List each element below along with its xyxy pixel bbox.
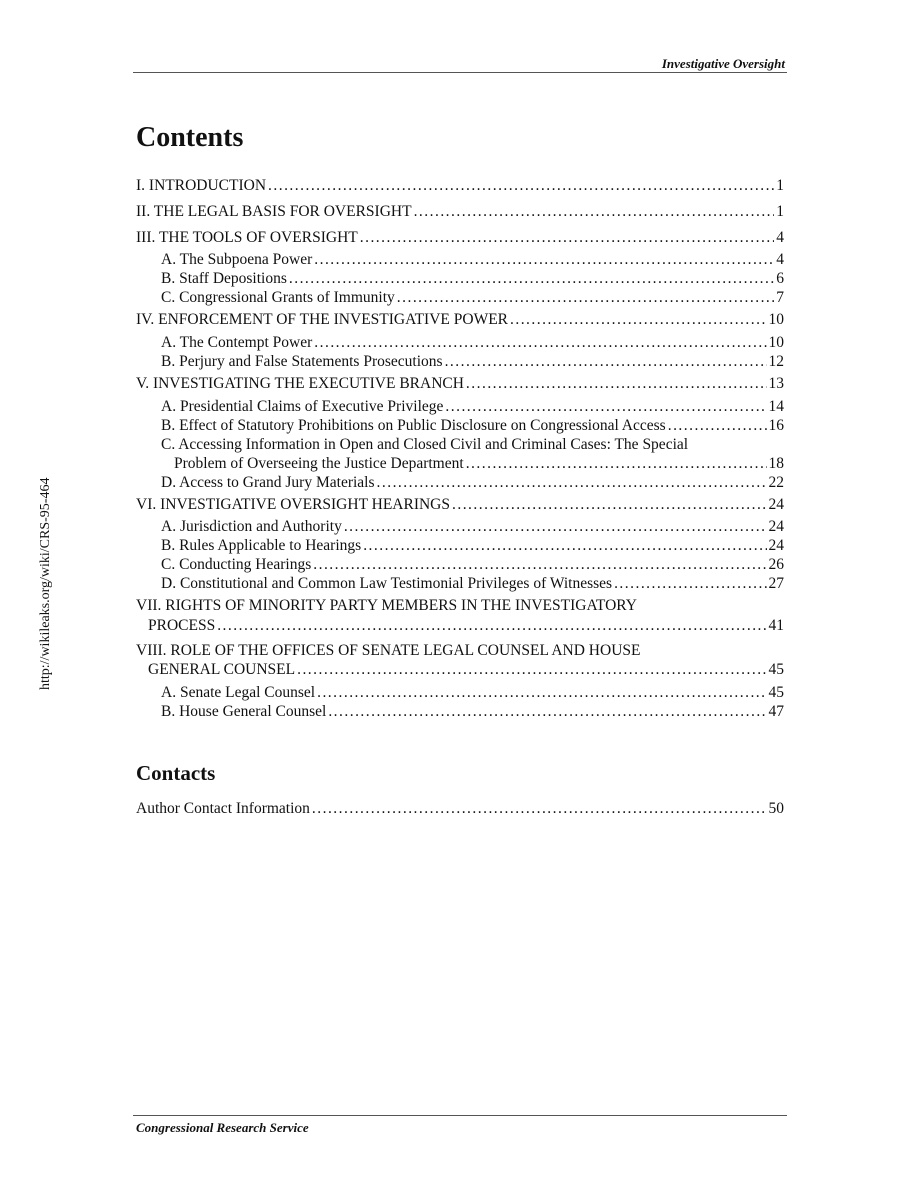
toc-entry-label: A. Presidential Claims of Executive Privilege bbox=[161, 398, 444, 415]
toc-entry-page: 45 bbox=[768, 684, 784, 701]
toc-entry[interactable] bbox=[136, 311, 784, 330]
toc-entry-label: Problem of Overseeing the Justice Department bbox=[174, 455, 464, 472]
toc-leader-dots bbox=[510, 311, 767, 329]
contents-heading: Contents bbox=[136, 122, 244, 153]
toc-leader-dots bbox=[377, 474, 767, 492]
toc-entry-label: B. Effect of Statutory Prohibitions on Public Disclosure on Congressional Access bbox=[161, 417, 666, 434]
toc-entry-page: 24 bbox=[768, 537, 784, 554]
toc-entry-label-line1[interactable]: C. Accessing Information in Open and Closed Civil and Criminal Cases: The Special bbox=[161, 436, 689, 453]
toc-entry-label: B. House General Counsel bbox=[161, 703, 327, 720]
toc-entry-label: A. The Subpoena Power bbox=[161, 251, 313, 268]
toc-entry-page: 45 bbox=[768, 661, 784, 678]
toc-entry-label: A. The Contempt Power bbox=[161, 334, 313, 351]
toc-entry-page: 10 bbox=[768, 311, 784, 328]
toc-leader-dots bbox=[344, 518, 767, 536]
toc-subentry[interactable] bbox=[161, 537, 784, 556]
toc-leader-dots bbox=[397, 289, 774, 307]
toc-entry-label: B. Rules Applicable to Hearings bbox=[161, 537, 362, 554]
toc-entry-page: 16 bbox=[768, 417, 784, 434]
running-header-title: Investigative Oversight bbox=[661, 56, 785, 71]
toc-subentry[interactable] bbox=[161, 398, 784, 417]
toc-leader-dots bbox=[314, 251, 774, 269]
toc-entry-label: C. Congressional Grants of Immunity bbox=[161, 289, 395, 306]
toc-subentry[interactable] bbox=[161, 474, 784, 493]
toc-leader-dots bbox=[466, 455, 767, 473]
toc-entry-page: 22 bbox=[768, 474, 784, 491]
toc-entry-label: D. Constitutional and Common Law Testimonial Privileges of Witnesses bbox=[161, 575, 613, 592]
toc-entry-label: A. Senate Legal Counsel bbox=[161, 684, 316, 701]
toc-entry-label: Author Contact Information bbox=[136, 800, 310, 817]
toc-leader-dots bbox=[614, 575, 766, 593]
toc-entry-label: III. THE TOOLS OF OVERSIGHT bbox=[136, 229, 358, 246]
toc-entry-page: 4 bbox=[776, 229, 784, 246]
toc-entry-label: B. Perjury and False Statements Prosecutions bbox=[161, 353, 443, 370]
toc-entry-label: GENERAL COUNSEL bbox=[148, 661, 296, 678]
toc-subentry[interactable] bbox=[161, 417, 784, 436]
toc-entry-label-line1[interactable]: VII. RIGHTS OF MINORITY PARTY MEMBERS IN THE INVESTIGATORY bbox=[136, 597, 637, 614]
footer-text: Congressional Research Service bbox=[136, 1120, 309, 1135]
toc-entry[interactable] bbox=[136, 800, 784, 819]
toc-leader-dots bbox=[317, 684, 766, 702]
toc-entry-page: 1 bbox=[776, 203, 784, 220]
toc-subentry[interactable] bbox=[161, 518, 784, 537]
toc-leader-dots bbox=[314, 334, 766, 352]
toc-subentry[interactable] bbox=[161, 353, 784, 372]
toc-subentry[interactable] bbox=[161, 270, 784, 289]
toc-entry-page: 6 bbox=[776, 270, 784, 287]
toc-entry-label: A. Jurisdiction and Authority bbox=[161, 518, 342, 535]
toc-leader-dots bbox=[452, 496, 767, 514]
side-watermark-url: http://wikileaks.org/wiki/CRS-95-464 bbox=[38, 477, 53, 690]
toc-leader-dots bbox=[313, 556, 766, 574]
toc-entry-page: 12 bbox=[768, 353, 784, 370]
toc-entry[interactable] bbox=[136, 229, 784, 248]
contacts-heading: Contacts bbox=[136, 761, 216, 785]
toc-leader-dots bbox=[363, 537, 766, 555]
toc-entry-page: 27 bbox=[768, 575, 784, 592]
toc-entry-page: 1 bbox=[776, 177, 784, 194]
toc-entry-page: 7 bbox=[776, 289, 784, 306]
toc-leader-dots bbox=[414, 203, 775, 221]
toc-entry-page: 13 bbox=[768, 375, 784, 392]
toc-entry-page: 24 bbox=[768, 518, 784, 535]
footer-rule bbox=[133, 1115, 787, 1116]
toc-entry-page: 10 bbox=[768, 334, 784, 351]
toc-subentry[interactable] bbox=[161, 684, 784, 703]
toc-entry[interactable] bbox=[136, 203, 784, 222]
toc-entry-label: VI. INVESTIGATIVE OVERSIGHT HEARINGS bbox=[136, 496, 450, 513]
toc-entry[interactable] bbox=[148, 617, 784, 636]
toc-entry-label: B. Staff Depositions bbox=[161, 270, 287, 287]
toc-subentry[interactable] bbox=[161, 334, 784, 353]
toc-leader-dots bbox=[312, 800, 767, 818]
toc-subentry[interactable] bbox=[161, 556, 784, 575]
toc-subentry[interactable] bbox=[161, 289, 784, 308]
toc-entry-page: 24 bbox=[768, 496, 784, 513]
toc-subentry[interactable] bbox=[161, 575, 784, 594]
toc-entry-page: 50 bbox=[768, 800, 784, 817]
toc-subentry[interactable] bbox=[161, 251, 784, 270]
toc-leader-dots bbox=[668, 417, 767, 435]
toc-entry-page: 47 bbox=[768, 703, 784, 720]
toc-entry-label: I. INTRODUCTION bbox=[136, 177, 267, 194]
toc-leader-dots bbox=[217, 617, 766, 635]
toc-leader-dots bbox=[360, 229, 775, 247]
toc-entry-label: IV. ENFORCEMENT OF THE INVESTIGATIVE POWER bbox=[136, 311, 508, 328]
toc-subentry[interactable] bbox=[161, 703, 784, 722]
toc-leader-dots bbox=[328, 703, 766, 721]
toc-entry-page: 26 bbox=[768, 556, 784, 573]
toc-entry-page: 4 bbox=[776, 251, 784, 268]
toc-entry[interactable] bbox=[136, 375, 784, 394]
header-rule bbox=[133, 72, 787, 73]
toc-entry-page: 18 bbox=[768, 455, 784, 472]
toc-entry-label: C. Conducting Hearings bbox=[161, 556, 312, 573]
toc-entry-label-line1[interactable]: VIII. ROLE OF THE OFFICES OF SENATE LEGAL COUNSEL AND HOUSE bbox=[136, 642, 641, 659]
toc-leader-dots bbox=[297, 661, 766, 679]
toc-leader-dots bbox=[289, 270, 774, 288]
toc-entry[interactable] bbox=[136, 177, 784, 196]
toc-leader-dots bbox=[268, 177, 774, 195]
toc-entry[interactable] bbox=[136, 496, 784, 515]
toc-entry-label: PROCESS bbox=[148, 617, 216, 634]
toc-entry-label: V. INVESTIGATING THE EXECUTIVE BRANCH bbox=[136, 375, 464, 392]
toc-leader-dots bbox=[445, 353, 767, 371]
toc-entry-label: II. THE LEGAL BASIS FOR OVERSIGHT bbox=[136, 203, 412, 220]
toc-entry-label: D. Access to Grand Jury Materials bbox=[161, 474, 375, 491]
toc-entry-page: 14 bbox=[768, 398, 784, 415]
toc-entry-page: 41 bbox=[768, 617, 784, 634]
toc-leader-dots bbox=[466, 375, 767, 393]
toc-entry[interactable] bbox=[148, 661, 784, 680]
toc-leader-dots bbox=[445, 398, 766, 416]
toc-subentry[interactable] bbox=[174, 455, 784, 474]
